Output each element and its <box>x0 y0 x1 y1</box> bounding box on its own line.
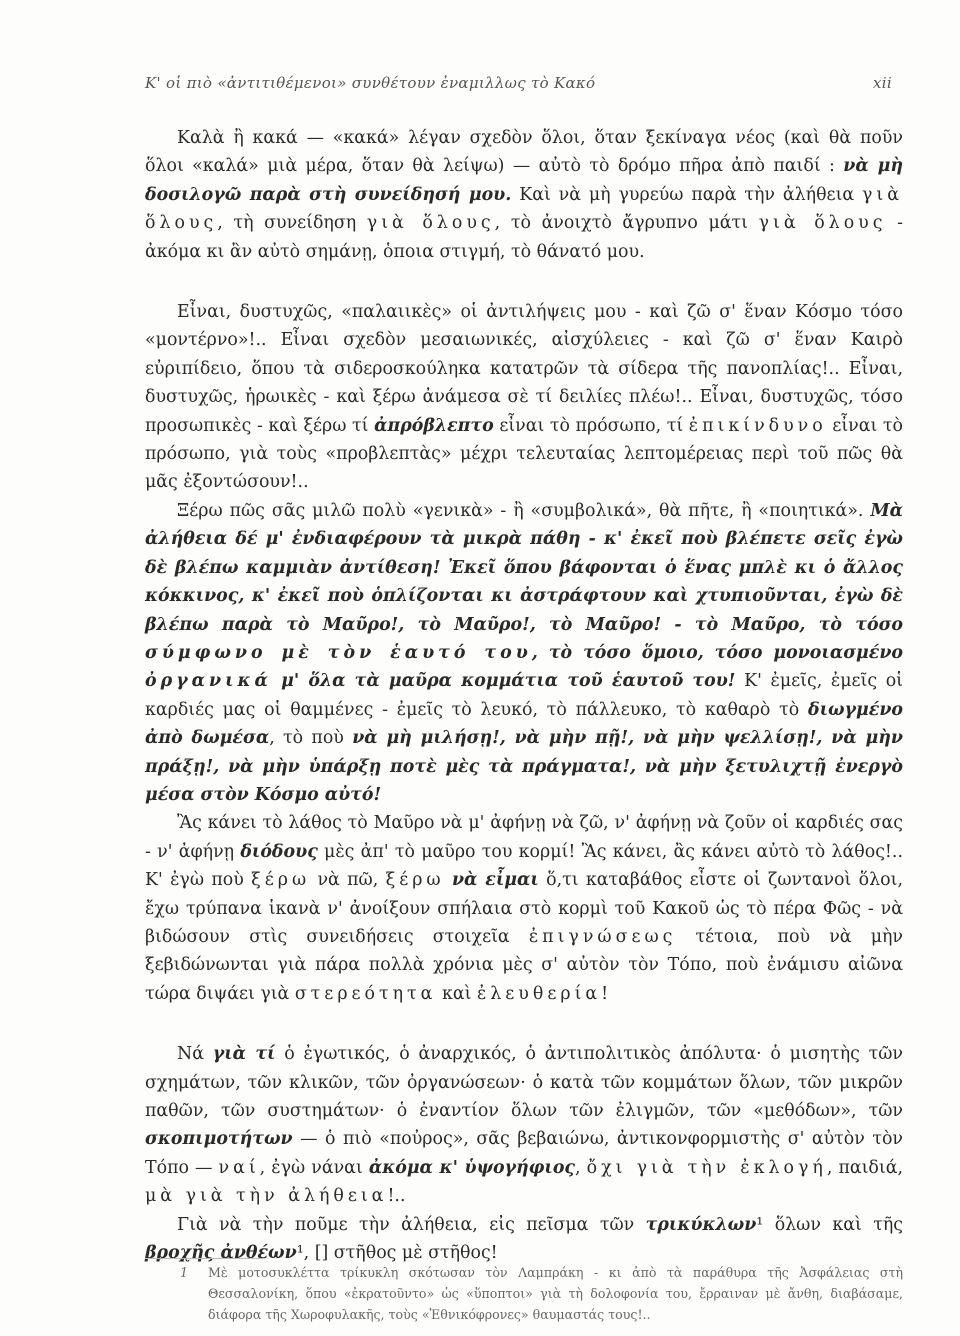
text-segment <box>445 870 452 890</box>
text-segment: ¹ ὅλων καὶ τῆς <box>756 1214 904 1235</box>
text-segment: γιὰ ὅλους <box>366 213 495 234</box>
running-head-title: Κ' οἱ πιὸ «ἀντιτιθέμενοι» συνθέτουν ἐναμιλλως τὸ Κακό <box>145 74 596 92</box>
text-segment: ξέρω <box>251 870 311 891</box>
text-segment: ξέρω <box>385 870 445 891</box>
text-segment: ! <box>601 983 609 1004</box>
text-segment: ναί <box>218 1157 260 1178</box>
text-segment: , παιδιά, <box>826 1157 903 1178</box>
text-segment: ὁ ἐγωτικός, ὁ ἀναρχικός, ὁ ἀντιπολιτικὸς ἀπόλυτα· ὁ μισητὴς τῶν σχημάτων, τῶν κλικῶν, τῶν ὀργανώσεων· ὁ κατὰ τῶν κομμάτων ὅλων, τῶν μικρῶν παθῶν, τῶν συστημάτων· ὁ ἐναντίον ὅλων τῶν ἐλιγμῶν, τῶν «μεθόδων», τῶν <box>145 1044 903 1121</box>
text-segment: Κ' ἐμεῖς, ἐμεῖς οἱ καρδιές μας οἱ θαμμένες - ἐμεῖς τὸ λευκό, τὸ πάλλευκο, τὸ καθαρὸ τὸ <box>145 671 903 720</box>
text-segment: ἐπικίνδυνο <box>688 415 827 436</box>
text-segment: Εἶναι, δυστυχῶς, «παλαιικὲς» οἱ ἀντιλήψεις μου - καὶ ζῶ σ' ἕναν Κόσμο τόσο «μοντέρνο»!.. Εἶναι σχεδὸν μεσαιωνικές, αἰσχύλειες - καὶ ζῶ σ' ἕναν Καιρὸ εὐριπίδειο, ὅπου τὰ σιδεροσκούληκα κατατρῶν τὰ σίδερα τῆς πανοπλίας!.. Εἶναι, δυστυχῶς, ἡρωικὲς - καὶ ξέρω ἀνάμεσα σὲ τί δειλίες πλέω!.. Εἶναι, δυστυχῶς, τόσο προσωπικὲς - καὶ ξέρω τί <box>145 302 903 436</box>
text-segment: , <box>575 1157 587 1178</box>
text-segment: Μὰ ἀλήθεια δέ μ' ἐνδιαφέρουν τὰ μικρὰ πάθη - κ' ἐκεῖ ποὺ βλέπετε σεῖς ἐγὼ δὲ βλέπω καμμιὰν ἀντίθεση! Ἐκεῖ ὅπου βάφονται ὁ ἕνας μπλὲ κι ὁ ἄλλος κόκκινος, κ' ἐκεῖ ποὺ ὁπλίζονται κι ἀστράφτουν καὶ χτυπιοῦνται, ἐγὼ δὲ βλέπω παρὰ τὸ Μαῦρο!, τὸ Μαῦρο!, τὸ Μαῦρο! - τὸ Μαῦρο, τὸ τόσο <box>145 500 903 635</box>
footnote-divider <box>145 1258 265 1259</box>
text-segment: ὄχι γιὰ τὴν ἐκλογή <box>586 1157 827 1178</box>
text-segment: Ξέρω πῶς σᾶς μιλῶ πολὺ «γενικὰ» - ἢ «συμβολικά», θὰ πῆτε, ἢ «ποιητικά». <box>177 500 871 521</box>
text-segment: νὰ μὴ δοσιλογῶ παρὰ στὴ συνείδησή μου. <box>145 156 903 205</box>
text-segment: Καλὰ ἢ κακά — «κακά» λέγαν σχεδὸν ὅλοι, ὅταν ξεκίναγα νέος (καὶ θὰ ποῦν ὅλοι «καλά» μιὰ μέρα, ὅταν θὰ λείψω) — αὐτὸ τὸ δρόμο πῆρα ἀπὸ παιδί : <box>145 128 903 177</box>
text-segment: — ὁ πιὸ «ποὐρος», σᾶς βεβαιώνω, ἀντικονφορμιστὴς σ' αὐτὸν τὸν Τόπο — <box>145 1129 903 1178</box>
text-segment: ἐλευθερία <box>476 983 602 1004</box>
text-segment: ¹, [] στῆθος μὲ στῆθος! <box>296 1243 498 1264</box>
paragraph-p4 <box>145 809 903 1008</box>
text-segment: ἀκόμα κ' ὑψογήφιος <box>368 1157 576 1178</box>
text-segment: μὲς ἀπ' τὸ μαῦρο του κορμί! Ἂς κάνει, ἂς κάνει αὐτὸ τὸ λάθος!.. Κ' ἐγὼ ποὺ <box>145 841 903 891</box>
text-segment: !.. <box>387 1186 406 1207</box>
text-segment: εἶναι τὸ πρόσωπο, τί <box>493 415 689 436</box>
text-segment: - ἀκόμα κι ἂν αὐτὸ σημάνῃ, ὁποια στιγμή, τὸ θάνατό μου. <box>145 213 903 262</box>
text-segment: μὰ γιὰ τὴν ἀλήθεια <box>145 1186 388 1207</box>
text-segment: γιὰ τί <box>212 1044 276 1065</box>
text-segment: διωγμένο ἀπὸ δωμέσα <box>145 699 903 749</box>
body-text <box>145 124 903 1267</box>
text-segment: γιὰ ὅλους <box>758 213 887 234</box>
text-segment: ἐπιγνώσεως <box>528 926 677 947</box>
footnote <box>180 1262 903 1325</box>
paragraph-p1 <box>145 124 903 266</box>
footnote-mark: 1 <box>180 1265 189 1280</box>
text-segment: , τὸ ποὺ <box>269 728 353 749</box>
text-segment: ὀργανικά <box>145 671 272 692</box>
text-segment: ἀπρόβλεπτο <box>374 415 494 436</box>
text-segment: Νά <box>177 1044 213 1065</box>
text-segment: , τὴ συνείδηση <box>217 213 367 234</box>
text-segment: στερεότητα <box>294 983 437 1004</box>
text-segment: , τὸ τόσο ὅμοιο, τόσο μονοιασμένο <box>531 642 903 663</box>
paragraph-p3 <box>145 497 903 809</box>
text-segment: τρικύκλων <box>645 1214 757 1235</box>
paragraph-p5 <box>145 1040 903 1210</box>
footnote-text: Μὲ μοτοσυκλέττα τρίκυκλη σκότωσαν τὸν Λαμπράκη - κι ἀπὸ τὰ παράθυρα τῆς Ἀσφάλειας στὴ Θεσσαλονίκη, ὅπου «ἐκρατοῦντο» ὡς «ὕποπτοι» γιὰ τὴ δολοφονία του, ἔρραιναν μὲ ἄνθη, διαβάσαμε, διάφορα τῆς Χωροφυλακῆς, τοὺς «Ἐθνικόφρονες» θαυμαστάς τους!.. <box>208 1265 903 1322</box>
text-segment: γιὰ ὅλους <box>145 184 903 234</box>
text-segment: Γιὰ νὰ τὴν ποῦμε τὴν ἀλήθεια, εἰς πεῖσμα τῶν <box>177 1214 646 1235</box>
text-segment: σύμφωνο μὲ τὸν ἑαυτό του <box>145 642 532 663</box>
text-segment: βροχῆς ἀνθέων <box>145 1243 297 1264</box>
text-segment: , τὸ ἀνοιχτὸ ἄγρυπνο μάτι <box>494 213 759 234</box>
text-segment: νὰ πῶ, <box>310 870 386 891</box>
text-segment: Καὶ νὰ μὴ γυρεύω παρὰ τὴν ἀλήθεια <box>511 184 863 205</box>
text-segment: καὶ <box>436 983 477 1004</box>
text-segment: μ' ὅλα τὰ μαῦρα κομμάτια τοῦ ἑαυτοῦ του! <box>271 671 736 692</box>
text-segment: τέτοια, ποὺ νὰ μὴν ξεβιδώνωνται γιὰ πάρα πολλὰ χρόνια μὲς σ' αὐτὸν τὸν Τόπο, ποὺ ἐνάμισυ αἰῶνα τώρα διψάει γιὰ <box>145 926 903 1004</box>
text-segment: διόδους <box>240 841 318 862</box>
text-segment: εἶναι τὸ πρόσωπο, γιὰ τοὺς «προβλεπτὰς» μέχρι τελευταίας λεπτομέρειας περὶ τοῦ πῶς θὰ μᾶς ἐξοντώσουν!.. <box>145 415 903 493</box>
text-segment: νὰ εἶμαι <box>451 870 539 891</box>
text-segment: , ἐγὼ νάναι <box>259 1157 369 1178</box>
text-segment: ὅ,τι καταβάθος εἶστε οἱ ζωντανοὶ ὅλοι, ἔχω τρύπανα ἱκανὰ ν' ἀνοίξουν σπήλαια στὸ κορμὶ τοῦ Κακοῦ ὡς τὸ πέρα Φῶς - νὰ βιδώσουν στὶς συνειδήσεις στοιχεῖα <box>145 870 903 947</box>
running-head <box>145 74 892 92</box>
paragraph-p2 <box>145 298 903 497</box>
text-segment: νὰ μὴ μιλήσῃ!, νὰ μὴν πῇ!, νὰ μὴν ψελλίσῃ!, νὰ μὴν πράξῃ!, νὰ μὴν ὑπάρξῃ ποτὲ μὲς τὰ πράγματα!, νὰ μὴν ξετυλιχτῇ ἐνεργὸ μέσα στὸν Κόσμο αὐτό! <box>145 728 903 805</box>
text-segment: Ἂς κάνει τὸ λάθος τὸ Μαῦρο νὰ μ' ἀφήνῃ νὰ ζῶ, ν' ἀφήνῃ νὰ ζοῦν οἱ καρδιές σας - ν' ἀφήνῃ <box>145 813 903 862</box>
page-number: xii <box>873 74 892 92</box>
text-segment: σκοπιμοτήτων <box>145 1129 293 1150</box>
